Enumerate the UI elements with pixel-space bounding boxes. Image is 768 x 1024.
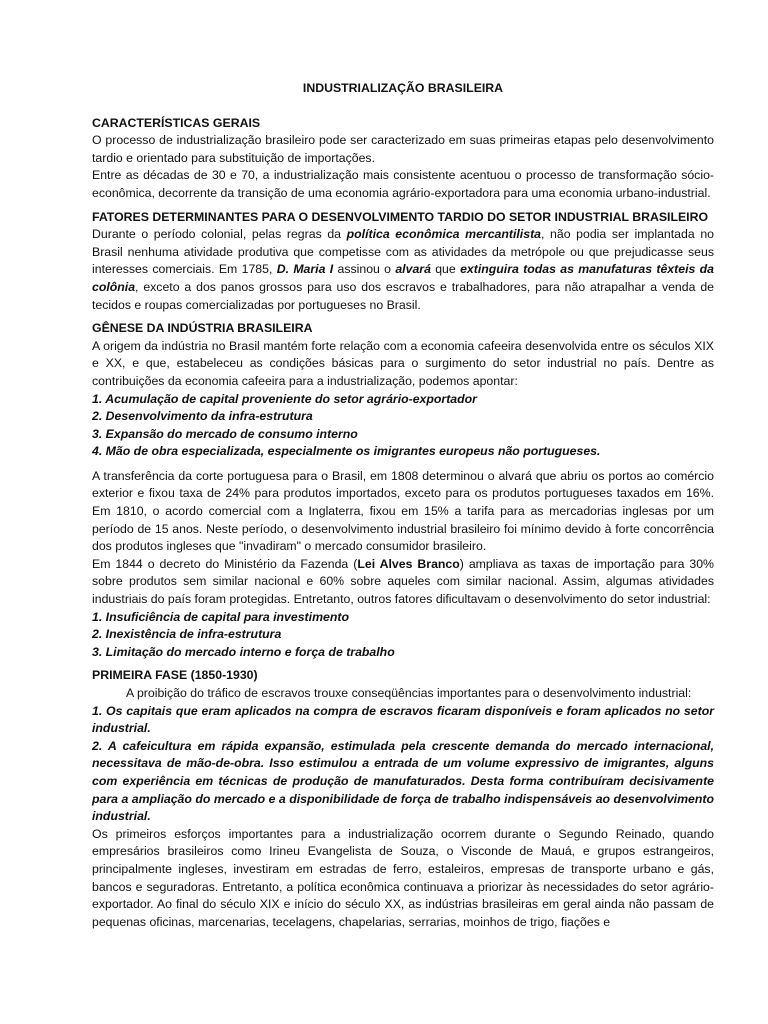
list-item: 1. Os capitais que eram aplicados na compra de escravos ficaram disponíveis e foram aplicados no setor industrial. xyxy=(92,703,714,736)
text-run: Durante o período colonial, pelas regras da xyxy=(92,227,347,242)
list-item: 1. Insuficiência de capital para investimento xyxy=(92,609,349,624)
paragraph: A transferência da corte portuguesa para o Brasil, em 1808 determinou o alvará que abriu os portos ao comércio exterior e fixou taxa de 24% para produtos importados, exceto para os produtos portugueses taxados em 16%. Em 1810, o acordo comercial com a Inglaterra, fixou em 15% a tarifa para as mercadorias inglesas por um período de 15 anos. Neste período, o desenvolvimento industrial brasileiro foi mínimo devido à forte concorrência dos produtos ingleses que "invadiram" o mercado consumidor brasileiro. xyxy=(92,468,714,554)
text-run: ) ampliava as taxas de importação para 30% sobre produtos sem similar nacional e 60% sobre aqueles com similar nacional. Assim, algumas atividades industriais do país foram protegidas. Entretanto, outros fatores dificultavam o desenvolvimento do setor industrial: xyxy=(92,556,714,607)
emphasis-text: alvará xyxy=(395,262,431,277)
paragraph-1844 xyxy=(92,556,714,609)
contributions-list xyxy=(92,391,714,461)
emphasis-text: extinguira todas as manufaturas têxteis da colônia xyxy=(92,262,714,294)
list-item: 4. Mão de obra especializada, especialmente os imigrantes europeus não portugueses. xyxy=(92,444,601,459)
list-item: 3. Limitação do mercado interno e força de trabalho xyxy=(92,644,395,659)
section-heading-fatores: FATORES DETERMINANTES PARA O DESENVOLVIMENTO TARDIO DO SETOR INDUSTRIAL BRASILEIRO xyxy=(92,209,709,224)
text-run: Em 1844 o decreto do Ministério da Fazenda ( xyxy=(92,556,358,571)
emphasis-text: política econômica mercantilista xyxy=(346,227,541,242)
document-title: INDUSTRIALIZAÇÃO BRASILEIRA xyxy=(302,81,504,95)
paragraph: A origem da indústria no Brasil mantém forte relação com a economia cafeeira desenvolvida entre os séculos XIX e XX, e que, estabeleceu as condições básicas para o surgimento do setor industrial no país. Dentre as contribuições da economia cafeeira para a industrialização, podemos apontar: xyxy=(92,338,714,388)
paragraph: Entre as décadas de 30 e 70, a industrialização mais consistente acentuou o processo de transformação sócio-econômica, decorrente da transição de uma economia agrário-exportadora para uma economia urbano-industrial. xyxy=(92,168,714,200)
text-run: assinou o xyxy=(333,262,396,277)
text-run: que xyxy=(430,262,461,277)
list-item: 1. Acumulação de capital proveniente do setor agrário-exportador xyxy=(92,391,477,406)
section-heading-primeira-fase: PRIMEIRA FASE (1850-1930) xyxy=(92,668,258,683)
list-item: 2. A cafeicultura em rápida expansão, estimulada pela crescente demanda do mercado internacional, necessitava de mão-de-obra. Isso estimulou a entrada de um volume expressivo de imigrantes, alguns com experiência em técnicas de produção de manufaturados. Desta forma contribuíram decisivamente para a ampliação do mercado e a disponibilidade de força de trabalho indispensáveis ao desenvolvimento industrial. xyxy=(92,738,714,824)
section-heading-caracteristicas: CARACTERÍSTICAS GERAIS xyxy=(92,115,261,130)
list-item: 2. Inexistência de infra-estrutura xyxy=(92,627,282,642)
text-run: , exceto a dos panos grossos para uso dos escravos e trabalhadores, para não atrapalhar a venda de tecidos e roupas comercializadas por portugueses no Brasil. xyxy=(92,279,714,312)
list-item: 2. Desenvolvimento da infra-estrutura xyxy=(92,409,313,424)
obstacles-list xyxy=(92,609,714,662)
emphasis-text: Lei Alves Branco xyxy=(357,556,460,571)
paragraph-colonial xyxy=(92,226,714,314)
section-heading-genese: GÊNESE DA INDÚSTRIA BRASILEIRA xyxy=(92,321,313,336)
text-run: , não podia ser implantada no Brasil nenhuma atividade produtiva que competisse com as atividades da metrópole ou que prejudicasse seus interesses comerciais. Em 1785, xyxy=(92,227,714,277)
paragraph: A proibição do tráfico de escravos trouxe conseqüências importantes para o desenvolvimento industrial: xyxy=(126,686,692,700)
paragraph: O processo de industrialização brasileiro pode ser caracterizado em suas primeiras etapas pelo desenvolvimento tardio e orientado para substituição de importações. xyxy=(92,133,714,165)
list-item: 3. Expansão do mercado de consumo interno xyxy=(92,426,358,441)
paragraph: Os primeiros esforços importantes para a industrialização ocorrem durante o Segundo Reinado, quando empresários brasileiros como Irineu Evangelista de Souza, o Visconde de Mauá, e grupos estrangeiros, principalmente ingleses, investiram em estradas de ferro, estaleiros, empresas de transporte urbano e gás, bancos e seguradoras. Entretanto, a política econômica continuava a priorizar às necessidades do setor agrário-exportador. Ao final do século XIX e início do século XX, as indústrias brasileiras em geral ainda não passam de pequenas oficinas, marcenarias, tecelagens, chapelarias, serrarias, moinhos de trigo, fiações e xyxy=(92,826,714,929)
emphasis-text: D. Maria I xyxy=(276,262,334,277)
